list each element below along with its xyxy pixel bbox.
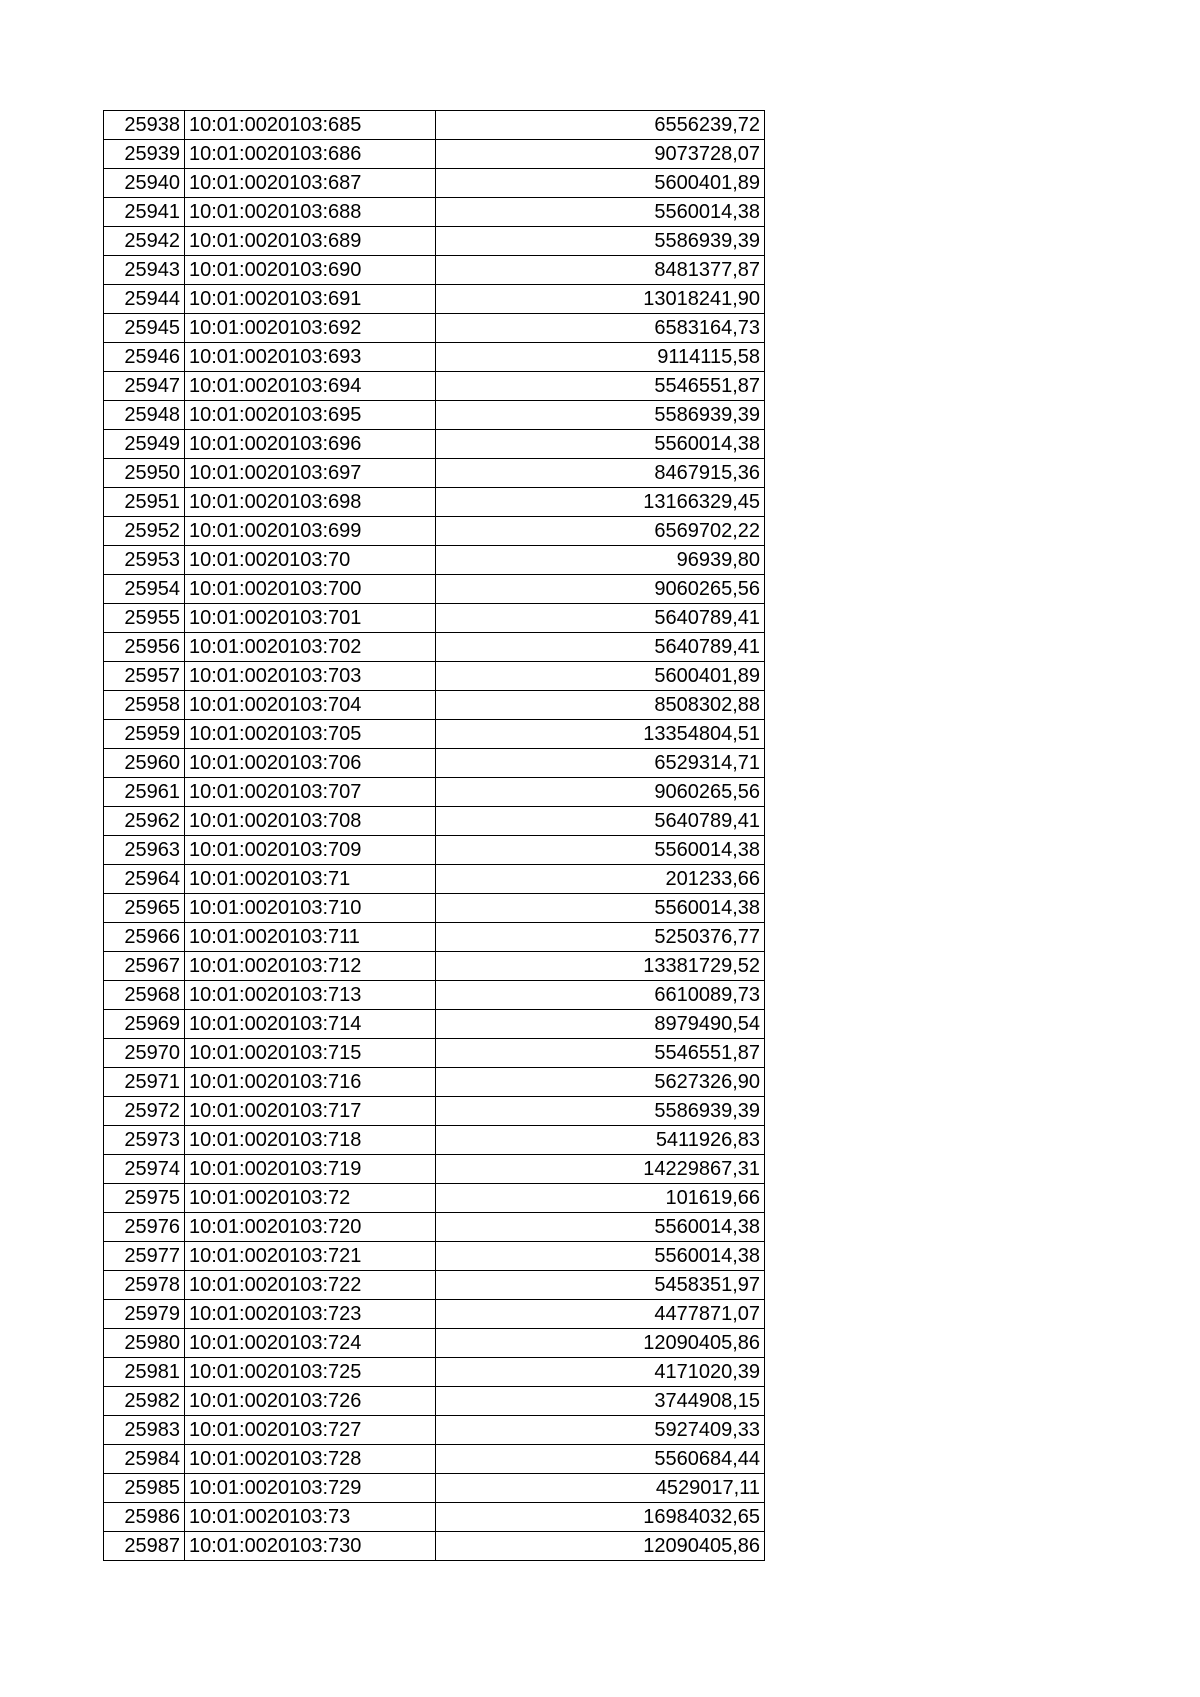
cadastral-value-cell: 4171020,39: [436, 1358, 765, 1387]
cadastral-value-cell: 5560014,38: [436, 894, 765, 923]
table-row: [104, 343, 765, 372]
cadastral-number-cell: 10:01:0020103:718: [185, 1126, 436, 1155]
table-row: [104, 140, 765, 169]
table-row: [104, 778, 765, 807]
cadastral-value-cell: 5411926,83: [436, 1126, 765, 1155]
cadastral-number-cell: 10:01:0020103:712: [185, 952, 436, 981]
cadastral-number-cell: 10:01:0020103:710: [185, 894, 436, 923]
table-row: [104, 981, 765, 1010]
cadastral-value-cell: 5560014,38: [436, 198, 765, 227]
cadastral-number-cell: 10:01:0020103:691: [185, 285, 436, 314]
table-row: [104, 1184, 765, 1213]
row-number-cell: 25950: [104, 459, 185, 488]
cadastral-value-cell: 4529017,11: [436, 1474, 765, 1503]
cadastral-value-cell: 5600401,89: [436, 169, 765, 198]
table-row: [104, 1387, 765, 1416]
cadastral-value-cell: 96939,80: [436, 546, 765, 575]
table-row: [104, 633, 765, 662]
cadastral-number-cell: 10:01:0020103:716: [185, 1068, 436, 1097]
row-number-cell: 25984: [104, 1445, 185, 1474]
row-number-cell: 25985: [104, 1474, 185, 1503]
row-number-cell: 25952: [104, 517, 185, 546]
row-number-cell: 25939: [104, 140, 185, 169]
cadastral-value-cell: 5546551,87: [436, 1039, 765, 1068]
cadastral-value-cell: 5458351,97: [436, 1271, 765, 1300]
cadastral-number-cell: 10:01:0020103:690: [185, 256, 436, 285]
cadastral-value-cell: 9060265,56: [436, 778, 765, 807]
row-number-cell: 25970: [104, 1039, 185, 1068]
row-number-cell: 25946: [104, 343, 185, 372]
row-number-cell: 25945: [104, 314, 185, 343]
table-row: [104, 1242, 765, 1271]
table-row: [104, 836, 765, 865]
cadastral-value-cell: 16984032,65: [436, 1503, 765, 1532]
table-row: [104, 1271, 765, 1300]
table-row: [104, 1329, 765, 1358]
cadastral-number-cell: 10:01:0020103:692: [185, 314, 436, 343]
table-row: [104, 923, 765, 952]
row-number-cell: 25977: [104, 1242, 185, 1271]
cadastral-number-cell: 10:01:0020103:685: [185, 111, 436, 140]
cadastral-value-cell: 5586939,39: [436, 227, 765, 256]
cadastral-number-cell: 10:01:0020103:707: [185, 778, 436, 807]
cadastral-number-cell: 10:01:0020103:702: [185, 633, 436, 662]
table-body: [104, 111, 765, 1561]
cadastral-value-cell: 5250376,77: [436, 923, 765, 952]
cadastral-number-cell: 10:01:0020103:706: [185, 749, 436, 778]
cadastral-number-cell: 10:01:0020103:700: [185, 575, 436, 604]
cadastral-number-cell: 10:01:0020103:722: [185, 1271, 436, 1300]
row-number-cell: 25942: [104, 227, 185, 256]
table-row: [104, 1068, 765, 1097]
row-number-cell: 25951: [104, 488, 185, 517]
table-row: [104, 401, 765, 430]
cadastral-value-cell: 5627326,90: [436, 1068, 765, 1097]
row-number-cell: 25986: [104, 1503, 185, 1532]
table-row: [104, 111, 765, 140]
cadastral-number-cell: 10:01:0020103:713: [185, 981, 436, 1010]
row-number-cell: 25938: [104, 111, 185, 140]
cadastral-value-cell: 12090405,86: [436, 1532, 765, 1561]
row-number-cell: 25962: [104, 807, 185, 836]
table-row: [104, 1039, 765, 1068]
cadastral-value-cell: 5640789,41: [436, 604, 765, 633]
cadastral-value-cell: 3744908,15: [436, 1387, 765, 1416]
row-number-cell: 25953: [104, 546, 185, 575]
cadastral-number-cell: 10:01:0020103:729: [185, 1474, 436, 1503]
cadastral-value-cell: 5546551,87: [436, 372, 765, 401]
cadastral-number-cell: 10:01:0020103:694: [185, 372, 436, 401]
cadastral-value-cell: 5586939,39: [436, 1097, 765, 1126]
cadastral-value-cell: 8979490,54: [436, 1010, 765, 1039]
row-number-cell: 25959: [104, 720, 185, 749]
cadastral-number-cell: 10:01:0020103:70: [185, 546, 436, 575]
table-row: [104, 1097, 765, 1126]
cadastral-value-cell: 5600401,89: [436, 662, 765, 691]
cadastral-value-cell: 13166329,45: [436, 488, 765, 517]
cadastral-value-cell: 5640789,41: [436, 807, 765, 836]
table-row: [104, 749, 765, 778]
cadastral-number-cell: 10:01:0020103:72: [185, 1184, 436, 1213]
cadastral-value-cell: 8508302,88: [436, 691, 765, 720]
cadastral-value-cell: 9114115,58: [436, 343, 765, 372]
table-row: [104, 575, 765, 604]
row-number-cell: 25966: [104, 923, 185, 952]
table-row: [104, 1416, 765, 1445]
row-number-cell: 25987: [104, 1532, 185, 1561]
cadastral-value-cell: 14229867,31: [436, 1155, 765, 1184]
table-row: [104, 1213, 765, 1242]
cadastral-value-cell: 13018241,90: [436, 285, 765, 314]
row-number-cell: 25949: [104, 430, 185, 459]
row-number-cell: 25958: [104, 691, 185, 720]
cadastral-number-cell: 10:01:0020103:688: [185, 198, 436, 227]
row-number-cell: 25956: [104, 633, 185, 662]
cadastral-value-cell: 13354804,51: [436, 720, 765, 749]
cadastral-number-cell: 10:01:0020103:728: [185, 1445, 436, 1474]
cadastral-value-cell: 8481377,87: [436, 256, 765, 285]
row-number-cell: 25973: [104, 1126, 185, 1155]
row-number-cell: 25972: [104, 1097, 185, 1126]
cadastral-value-cell: 5560014,38: [436, 430, 765, 459]
cadastral-number-cell: 10:01:0020103:714: [185, 1010, 436, 1039]
table-row: [104, 1503, 765, 1532]
cadastral-number-cell: 10:01:0020103:717: [185, 1097, 436, 1126]
cadastral-value-cell: 5586939,39: [436, 401, 765, 430]
cadastral-value-cell: 6583164,73: [436, 314, 765, 343]
cadastral-number-cell: 10:01:0020103:715: [185, 1039, 436, 1068]
cadastral-number-cell: 10:01:0020103:726: [185, 1387, 436, 1416]
row-number-cell: 25961: [104, 778, 185, 807]
cadastral-value-cell: 5560014,38: [436, 836, 765, 865]
row-number-cell: 25941: [104, 198, 185, 227]
cadastral-number-cell: 10:01:0020103:705: [185, 720, 436, 749]
cadastral-number-cell: 10:01:0020103:686: [185, 140, 436, 169]
table-row: [104, 691, 765, 720]
cadastral-number-cell: 10:01:0020103:719: [185, 1155, 436, 1184]
cadastral-value-cell: 6529314,71: [436, 749, 765, 778]
table-row: [104, 1010, 765, 1039]
row-number-cell: 25980: [104, 1329, 185, 1358]
table-row: [104, 1300, 765, 1329]
table-row: [104, 314, 765, 343]
cadastral-value-cell: 5640789,41: [436, 633, 765, 662]
cadastral-number-cell: 10:01:0020103:724: [185, 1329, 436, 1358]
cadastral-number-cell: 10:01:0020103:709: [185, 836, 436, 865]
cadastral-value-cell: 101619,66: [436, 1184, 765, 1213]
cadastral-value-cell: 4477871,07: [436, 1300, 765, 1329]
cadastral-value-table: [103, 110, 765, 1561]
cadastral-number-cell: 10:01:0020103:723: [185, 1300, 436, 1329]
table-row: [104, 1532, 765, 1561]
row-number-cell: 25982: [104, 1387, 185, 1416]
table-row: [104, 1126, 765, 1155]
table-row: [104, 1445, 765, 1474]
cadastral-value-cell: 5927409,33: [436, 1416, 765, 1445]
table-row: [104, 198, 765, 227]
cadastral-number-cell: 10:01:0020103:73: [185, 1503, 436, 1532]
cadastral-number-cell: 10:01:0020103:695: [185, 401, 436, 430]
table-row: [104, 517, 765, 546]
row-number-cell: 25979: [104, 1300, 185, 1329]
table-row: [104, 952, 765, 981]
table-row: [104, 720, 765, 749]
row-number-cell: 25975: [104, 1184, 185, 1213]
cadastral-value-cell: 9060265,56: [436, 575, 765, 604]
row-number-cell: 25971: [104, 1068, 185, 1097]
row-number-cell: 25976: [104, 1213, 185, 1242]
cadastral-number-cell: 10:01:0020103:725: [185, 1358, 436, 1387]
cadastral-value-cell: 13381729,52: [436, 952, 765, 981]
row-number-cell: 25957: [104, 662, 185, 691]
cadastral-number-cell: 10:01:0020103:711: [185, 923, 436, 952]
cadastral-number-cell: 10:01:0020103:71: [185, 865, 436, 894]
cadastral-number-cell: 10:01:0020103:699: [185, 517, 436, 546]
cadastral-number-cell: 10:01:0020103:698: [185, 488, 436, 517]
cadastral-value-cell: 8467915,36: [436, 459, 765, 488]
row-number-cell: 25967: [104, 952, 185, 981]
table-row: [104, 488, 765, 517]
table-row: [104, 1358, 765, 1387]
table-row: [104, 256, 765, 285]
row-number-cell: 25981: [104, 1358, 185, 1387]
cadastral-number-cell: 10:01:0020103:730: [185, 1532, 436, 1561]
row-number-cell: 25947: [104, 372, 185, 401]
cadastral-number-cell: 10:01:0020103:727: [185, 1416, 436, 1445]
cadastral-number-cell: 10:01:0020103:721: [185, 1242, 436, 1271]
cadastral-number-cell: 10:01:0020103:703: [185, 662, 436, 691]
cadastral-value-cell: 6569702,22: [436, 517, 765, 546]
cadastral-value-cell: 9073728,07: [436, 140, 765, 169]
table-row: [104, 662, 765, 691]
row-number-cell: 25964: [104, 865, 185, 894]
cadastral-number-cell: 10:01:0020103:708: [185, 807, 436, 836]
row-number-cell: 25974: [104, 1155, 185, 1184]
cadastral-number-cell: 10:01:0020103:704: [185, 691, 436, 720]
row-number-cell: 25963: [104, 836, 185, 865]
row-number-cell: 25983: [104, 1416, 185, 1445]
row-number-cell: 25955: [104, 604, 185, 633]
table-row: [104, 1155, 765, 1184]
cadastral-number-cell: 10:01:0020103:701: [185, 604, 436, 633]
cadastral-number-cell: 10:01:0020103:689: [185, 227, 436, 256]
cadastral-number-cell: 10:01:0020103:697: [185, 459, 436, 488]
table-row: [104, 227, 765, 256]
table-row: [104, 865, 765, 894]
cadastral-value-cell: 201233,66: [436, 865, 765, 894]
row-number-cell: 25969: [104, 1010, 185, 1039]
table-row: [104, 372, 765, 401]
row-number-cell: 25940: [104, 169, 185, 198]
table-row: [104, 546, 765, 575]
table-row: [104, 430, 765, 459]
row-number-cell: 25978: [104, 1271, 185, 1300]
table-row: [104, 459, 765, 488]
cadastral-number-cell: 10:01:0020103:693: [185, 343, 436, 372]
cadastral-value-cell: 6556239,72: [436, 111, 765, 140]
cadastral-value-cell: 6610089,73: [436, 981, 765, 1010]
row-number-cell: 25943: [104, 256, 185, 285]
cadastral-number-cell: 10:01:0020103:720: [185, 1213, 436, 1242]
row-number-cell: 25960: [104, 749, 185, 778]
table-row: [104, 894, 765, 923]
cadastral-value-cell: 5560014,38: [436, 1242, 765, 1271]
cadastral-value-cell: 12090405,86: [436, 1329, 765, 1358]
table-row: [104, 169, 765, 198]
cadastral-number-cell: 10:01:0020103:696: [185, 430, 436, 459]
table-row: [104, 285, 765, 314]
row-number-cell: 25948: [104, 401, 185, 430]
row-number-cell: 25954: [104, 575, 185, 604]
row-number-cell: 25965: [104, 894, 185, 923]
cadastral-value-cell: 5560014,38: [436, 1213, 765, 1242]
row-number-cell: 25968: [104, 981, 185, 1010]
table-row: [104, 1474, 765, 1503]
row-number-cell: 25944: [104, 285, 185, 314]
cadastral-number-cell: 10:01:0020103:687: [185, 169, 436, 198]
cadastral-value-cell: 5560684,44: [436, 1445, 765, 1474]
table-row: [104, 604, 765, 633]
table-row: [104, 807, 765, 836]
